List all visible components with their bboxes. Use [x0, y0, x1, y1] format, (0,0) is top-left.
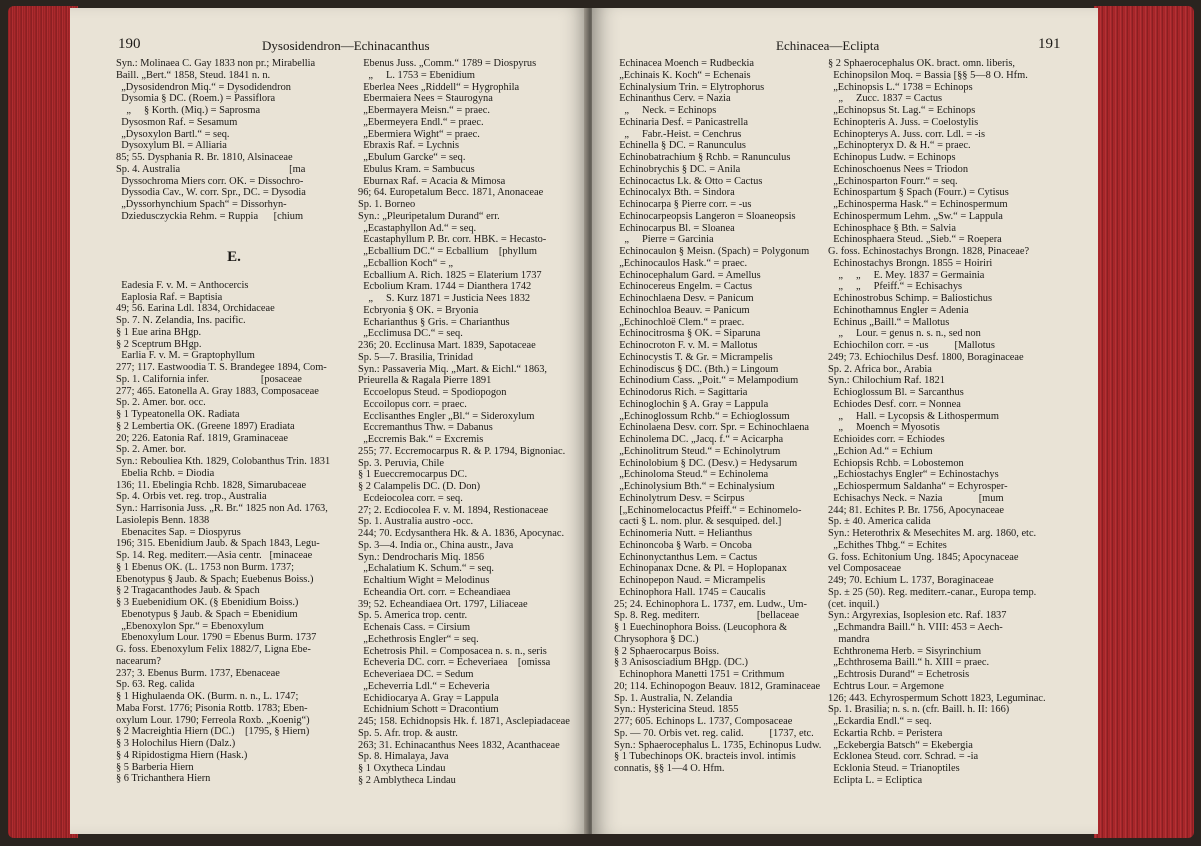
entry-line: „Ebulum Garcke“ = seq.	[358, 152, 466, 163]
entry-line: Sp. 1. Borneo	[358, 199, 416, 210]
entry-line: Echinomeria Nutt. = Helianthus	[614, 528, 753, 539]
entry-line: § 3 Anisosciadium BHgp. (DC.)	[614, 657, 748, 669]
entry-line: Echinoschoenus Nees = Triodon	[828, 163, 969, 175]
entry-line: 236; 20. Ecclinusa Mart. 1839, Sapotaceae	[358, 340, 536, 351]
entry-line: Sp. 8. Himalaya, Java	[358, 751, 449, 763]
entry-line: 96; 64. Europetalum Becc. 1871, Anonaceae	[358, 187, 544, 199]
entry-line: § 2 Sceptrum BHgp.	[116, 338, 202, 350]
entry-line: Echinodorus Rich. = Sagittaria	[614, 387, 748, 398]
entry-line: § 1 Eue arina BHgp.	[116, 326, 202, 338]
entry-line: 25; 24. Echinophora L. 1737, em. Ludw., Um-	[614, 598, 807, 610]
entry-line: Echiopsis Rchb. = Lobostemon	[828, 457, 964, 469]
entry-line: Syn.: Dendrocharis Miq. 1856	[358, 551, 485, 563]
entry-line: „Eccremis Bak.“ = Excremis	[358, 434, 484, 445]
entry-line: § 1 Ebenus OK. (L. 1753 non Burm. 1737;	[116, 561, 295, 573]
entry-line: Echinocitrosma § OK. = Siparuna	[614, 328, 761, 340]
entry-line: Earlia F. v. M. = Graptophyllum	[116, 350, 255, 362]
entry-line: „Echeverria Ldl.“ = Echeveria	[358, 680, 490, 692]
entry-line: Syn.: Chilochium Raf. 1821	[828, 375, 945, 387]
entry-line: Sp. 1. Australia, N. Zelandia	[614, 692, 733, 704]
entry-line: „Echiospermum Saldanha“ = Echyrosper-	[828, 481, 1008, 492]
entry-line: Echaltium Wight = Melodinus	[358, 575, 490, 586]
entry-line: „Echthrosema Baill.“ h. XIII = praec.	[828, 657, 990, 669]
entry-line: Echinopsilon Moq. = Bassia [§§ 5—8 O. Hfm.	[828, 69, 1028, 81]
entry-line: 245; 158. Echidnopsis Hk. f. 1871, Asclepiadaceae	[358, 716, 570, 727]
entry-line: Echioides corr. = Echiodes	[828, 434, 945, 445]
entry-line: Echinolaena Desv. corr. Spr. = Echinochlaena	[614, 422, 810, 434]
entry-line: Echinopus Ludw. = Echinops	[828, 152, 956, 163]
entry-line: „Echinolitrum Steud.“ = Echinolytrum	[614, 445, 781, 457]
entry-line: Ebelia Rchb. = Diodia	[116, 467, 215, 479]
entry-line: oxylum Lour. 1790; Ferreola Roxb. „Koenig“)	[116, 714, 310, 726]
entry-line: § 1 Tubechinops OK. bracteis invol. intimis	[614, 751, 796, 763]
entry-line: Dysosmon Raf. = Sesamum	[116, 116, 238, 128]
entry-line: Echinocarpeopsis Langeron = Sloaneopsis	[614, 210, 796, 222]
entry-line: Echiodes Desf. corr. = Nonnea	[828, 398, 961, 410]
entry-line: Echinus „Baill.“ = Mallotus	[828, 316, 950, 328]
entry-line: „Ecastaphyllon Ad.“ = seq.	[358, 222, 477, 234]
entry-line: „Eckardia Endl.“ = seq.	[828, 716, 932, 727]
entry-line: Echinochloa Beauv. = Panicum	[614, 304, 750, 316]
entry-line: § 2 Calampelis DC. (D. Don)	[358, 481, 481, 492]
entry-line: „Echinolysium Bth.“ = Echinalysium	[614, 481, 775, 492]
entry-line: 263; 31. Echinacanthus Nees 1832, Acanthaceae	[358, 739, 560, 751]
entry-line: „ Pierre = Garcinia	[614, 234, 714, 246]
entry-line: „Ebenoxylon Spr.“ = Ebenoxylum	[116, 620, 264, 632]
entry-line: „Ebermayera Meisn.“ = praec.	[358, 105, 490, 116]
entry-line: Syn.: „Pleuripetalum Durand“ err.	[358, 210, 500, 222]
entry-line: § 2 Tragacanthodes Jaub. & Spach	[116, 585, 260, 597]
entry-line: 196; 315. Ebenidium Jaub. & Spach 1843, Legu-	[116, 538, 320, 550]
entry-line: Echinopterys A. Juss. corr. Ldl. = -is	[828, 128, 986, 140]
entry-line: Echinocaulon § Meisn. (Spach) = Polygonum	[614, 246, 810, 257]
entry-line: (cet. inquil.)	[828, 598, 880, 610]
entry-line: Echidiocarya A. Gray = Lappula	[358, 692, 499, 704]
right-page-number: 191	[1038, 36, 1061, 52]
entry-line: Echeveriaea DC. = Sedum	[358, 669, 474, 680]
entry-line: Ecklonea Steud. corr. Schrad. = -ia	[828, 751, 979, 763]
entry-line: G. foss. Echinostachys Brongn. 1828, Pinaceae?	[828, 246, 1030, 257]
entry-line: Echinodiscus § DC. (Bth.) = Lingoum	[614, 363, 779, 375]
entry-line: Eccoelopus Steud. = Spodiopogon	[358, 387, 507, 398]
entry-line: „Dyssorhynchium Spach“ = Dissorhyn-	[116, 199, 287, 210]
entry-line: Eclipta L. = Ecliptica	[828, 774, 923, 786]
right-page	[592, 8, 1098, 834]
entry-line: Echinocactus Lk. & Otto = Cactus	[614, 175, 763, 187]
left-running-head: Dysosidendron—Echinacanthus	[262, 38, 430, 53]
entry-line: Echinosphaera Steud. „Sieb.“ = Roepera	[828, 234, 1002, 246]
entry-line: Echinopepon Naud. = Micrampelis	[614, 575, 766, 586]
entry-line: Echinacea Moench = Rudbeckia	[614, 58, 755, 69]
entry-line: Echinaria Desf. = Panicastrella	[614, 116, 748, 128]
entry-line: Ebenus Juss. „Comm.“ 1789 = Diospyrus	[358, 58, 537, 69]
entry-line: Maba Forst. 1776; Pisonia Rottb. 1783; Eben-	[116, 702, 308, 714]
entry-line: Echtrus Lour. = Argemone	[828, 680, 944, 692]
entry-line: „Echiostachys Engler“ = Echinostachys	[828, 469, 999, 481]
entry-line	[116, 234, 352, 246]
entry-line: § 2 Lembertia OK. (Greene 1897) Eradiata	[116, 420, 295, 432]
entry-line: 255; 77. Eccremocarpus R. & P. 1794, Bignoniac.	[358, 445, 566, 457]
left-column-1	[116, 58, 352, 785]
entry-line: Dysoxylum Bl. = Alliaria	[116, 140, 227, 152]
entry-line: Echiochilon corr. = -us [Mallotus	[828, 340, 995, 351]
entry-line: Dyssodia Cav., W. corr. Spr., DC. = Dysodia	[116, 187, 306, 199]
entry-line: 126; 443. Echyrospermum Schott 1823, Leguminac.	[828, 692, 1046, 704]
entry-line: Eberlea Nees „Riddell“ = Hygrophila	[358, 81, 520, 93]
entry-line: Echidnium Schott = Dracontium	[358, 704, 499, 716]
right-column-1	[614, 58, 850, 775]
entry-line: Baill. „Bert.“ 1858, Steud. 1841 n. n.	[116, 69, 271, 81]
entry-line: Echinocereus Engelm. = Cactus	[614, 281, 753, 293]
entry-line	[116, 268, 352, 280]
entry-line: Syn.: Heterothrix & Mesechites M. arg. 1860, etc.	[828, 528, 1037, 539]
entry-line: 49; 56. Earina Ldl. 1834, Orchidaceae	[116, 303, 275, 315]
entry-line: „Echithes Thbg.“ = Echites	[828, 539, 947, 551]
entry-line: 249; 73. Echiochilus Desf. 1800, Boraginaceae	[828, 351, 1024, 363]
entry-line: § 3 Euebenidium OK. (§ Ebenidium Boiss.)	[116, 597, 299, 608]
open-book	[8, 4, 1194, 840]
entry-line: § 3 Holochilus Hiern (Dalz.)	[116, 738, 236, 749]
entry-line: „Echtrosis Durand“ = Echetrosis	[828, 669, 970, 680]
entry-line: § 6 Trichanthera Hiern	[116, 773, 211, 785]
entry-line: Ecballium A. Rich. 1825 = Elaterium 1737	[358, 269, 542, 281]
entry-line: Sp. 4. Australia [ma	[116, 163, 306, 175]
entry-line: Ebenoxylum Lour. 1790 = Ebenus Burm. 1737	[116, 632, 317, 644]
entry-line: Echinocroton F. v. M. = Mallotus	[614, 340, 758, 351]
entry-line: Echthronema Herb. = Sisyrinchium	[828, 645, 982, 657]
entry-line: Echenais Cass. = Cirsium	[358, 622, 471, 633]
entry-line: Ebenotypus § Jaub. & Spach = Ebenidium	[116, 608, 298, 620]
entry-line: Ecclisanthes Engler „Bl.“ = Sideroxylum	[358, 410, 535, 422]
entry-line: [„Echinomelocactus Pfeiff.“ = Echinomelo-	[614, 504, 802, 516]
entry-line: Echinopanax Dcne. & Pl. = Hoplopanax	[614, 563, 787, 575]
entry-line: § 2 Sphaerocephalus OK. bract. omn. liberis,	[828, 58, 1015, 69]
entry-line: 277; 605. Echinops L. 1737, Composaceae	[614, 716, 793, 727]
entry-line: Echinopteris A. Juss. = Coelostylis	[828, 116, 979, 128]
entry-line: Lasiolepis Benn. 1838	[116, 514, 210, 526]
entry-line: Echinostrobus Schimp. = Baliostichus	[828, 293, 993, 304]
entry-line: Echinolema DC. „Jacq. f.“ = Acicarpha	[614, 434, 784, 445]
entry-line: Echinodium Cass. „Poit.“ = Melampodium	[614, 375, 799, 387]
entry-line: § 1 Typeatonella OK. Radiata	[116, 409, 240, 420]
entry-line: „Ecclimusa DC.“ = seq.	[358, 328, 463, 340]
entry-line: § 1 Highulaenda OK. (Burm. n. n., L. 1747;	[116, 691, 299, 702]
entry-line: Echinospermum Lehm. „Sw.“ = Lappula	[828, 210, 1003, 222]
entry-line: G. foss. Ebenoxylum Felix 1882/7, Ligna Ebe-	[116, 644, 311, 655]
entry-line: 136; 11. Ebelingia Rchb. 1828, Simarubaceae	[116, 479, 307, 491]
entry-line: „ L. 1753 = Ebenidium	[358, 69, 475, 81]
entry-line: Sp. 2. Amer. bor.	[116, 444, 187, 456]
entry-line: Sp. 1. Australia austro -occ.	[358, 516, 474, 528]
entry-line: Echeveria DC. corr. = Echeveriaea [omissa	[358, 657, 551, 669]
entry-line: Echinospartum § Spach (Fourr.) = Cytisus	[828, 187, 1009, 199]
entry-line: Echinolobium § DC. (Desv.) = Hedysarum	[614, 457, 798, 469]
entry-line: § 4 Ripidostigma Hiern (Hask.)	[116, 749, 248, 761]
entry-line: „Echalatium K. Schum.“ = seq.	[358, 563, 494, 575]
entry-line: Ecklonia Steud. = Trianoptiles	[828, 763, 960, 774]
entry-line: 277; 117. Eastwoodia T. S. Brandegee 1894, Com-	[116, 362, 327, 373]
entry-line: Echinosphace § Bth. = Salvia	[828, 222, 956, 234]
entry-line: „Ecballium DC.“ = Ecballium [phyllum	[358, 246, 537, 257]
entry-line: Eccremanthus Thw. = Dabanus	[358, 422, 493, 434]
entry-line: Echinophora Hall. 1745 = Caucalis	[614, 586, 766, 598]
entry-line: Echinonyctanthus Lem. = Cactus	[614, 551, 758, 563]
entry-line: § 1 Eueccremocarpus DC.	[358, 469, 468, 481]
entry-line: Sp. 2. Amer. bor. occ.	[116, 397, 206, 409]
entry-line: Echinochlaena Desv. = Panicum	[614, 293, 754, 304]
entry-line: Sp. 5. Afr. trop. & austr.	[358, 727, 458, 739]
entry-line: Sp. ± 25 (50). Reg. mediterr.-canar., Europa temp.	[828, 586, 1037, 598]
entry-line: „Dysoxylon Bartl.“ = seq.	[116, 128, 230, 140]
section-heading: E.	[227, 249, 241, 265]
entry-line: Prieurella & Ragala Pierre 1891	[358, 375, 492, 387]
entry-line: connatis, §§ 1—4 O. Hfm.	[614, 763, 725, 774]
entry-line: Ecastaphyllum P. Br. corr. HBK. = Hecasto-	[358, 234, 547, 246]
entry-line: § 1 Euechinophora Boiss. (Leucophora &	[614, 622, 788, 633]
entry-line: „Ebermeyera Endl.“ = praec.	[358, 116, 484, 128]
entry-line: Ebenacites Sap. = Diospyrus	[116, 526, 241, 538]
entry-line: Echinocephalum Gard. = Amellus	[614, 269, 761, 281]
entry-line: Syn.: Sphaerocephalus L. 1735, Echinopus Ludw.	[614, 739, 822, 751]
entry-line: vel Composaceae	[828, 563, 901, 575]
entry-line: 20; 226. Eatonia Raf. 1819, Graminaceae	[116, 432, 288, 444]
page-edges-right	[1094, 6, 1194, 838]
entry-line: „Echmandra Baill.“ h. VIII: 453 = Aech-	[828, 622, 1003, 633]
entry-line: Ebermaiera Nees = Staurogyna	[358, 93, 493, 105]
left-column-2	[358, 58, 588, 787]
entry-line: Echarianthus § Gris. = Charianthus	[358, 316, 510, 328]
entry-line: Eccoilopus corr. = praec.	[358, 398, 467, 410]
entry-line: Sp. 5—7. Brasilia, Trinidad	[358, 351, 473, 363]
entry-line: Sp. 1. California infer. [posaceae	[116, 373, 302, 385]
entry-line: Dyssochroma Miers corr. OK. = Dissochro-	[116, 175, 304, 187]
entry-line: Echinobrychis § DC. = Anila	[614, 163, 741, 175]
entry-line: „Echinocaulos Hask.“ = praec.	[614, 257, 748, 269]
entry-line: Echinoncoba § Warb. = Oncoba	[614, 539, 752, 551]
entry-line: „ Moench = Myosotis	[828, 422, 940, 434]
entry-line: „Echion Ad.“ = Echium	[828, 445, 933, 457]
entry-line: Sp. ± 40. America calida	[828, 516, 931, 528]
entry-line: „ Neck. = Echinops	[614, 105, 717, 116]
right-column-2	[828, 58, 1078, 787]
entry-line: 39; 52. Echeandiaea Ort. 1797, Liliaceae	[358, 598, 528, 610]
entry-line: Echinalysium Trin. = Elytrophorus	[614, 81, 765, 93]
entry-line: „Echinoglossum Rchb.“ = Echioglossum	[614, 410, 790, 422]
entry-line: § 2 Sphaerocarpus Boiss.	[614, 645, 720, 657]
entry-line: „Ebermiera Wight“ = praec.	[358, 128, 480, 140]
entry-line: Echetrosis Phil. = Composacea n. s. n., seris	[358, 645, 547, 657]
entry-line: „ § Korth. (Miq.) = Saprosma	[116, 105, 261, 116]
entry-line	[116, 223, 352, 235]
right-running-head: Echinacea—Eclipta	[776, 38, 880, 53]
entry-line: § 2 Amblytheca Lindau	[358, 774, 456, 786]
entry-line: Syn.: Rebouliea Kth. 1829, Colobanthus Trin. 1831	[116, 456, 331, 467]
entry-line: „Echethrosis Engler“ = seq.	[358, 633, 479, 645]
entry-line: „ S. Kurz 1871 = Justicia Nees 1832	[358, 293, 531, 304]
entry-line: Chrysophora § DC.)	[614, 633, 699, 645]
entry-line: Sp. 8. Reg. mediterr. [bellaceae	[614, 610, 799, 622]
entry-line: G. foss. Echitonium Ung. 1845; Apocynaceae	[828, 551, 1019, 563]
entry-line: Sp. 7. N. Zelandia, Ins. pacific.	[116, 315, 246, 326]
entry-line: Echinanthus Cerv. = Nazia	[614, 93, 731, 105]
entry-line: Echinolytrum Desv. = Scirpus	[614, 492, 745, 504]
entry-line: Dysomia § DC. (Roem.) = Passiflora	[116, 93, 276, 105]
entry-line: Sp. 3. Peruvia, Chile	[358, 457, 445, 469]
entry-line: Sp. 3—4. India or., China austr., Java	[358, 539, 514, 551]
entry-line: Syn.: Harrisonia Juss. „R. Br.“ 1825 non Ad. 1763,	[116, 503, 328, 514]
entry-line: Ebulus Kram. = Sambucus	[358, 163, 475, 175]
entry-line: „Echinopteryx D. & H.“ = praec.	[828, 140, 971, 152]
entry-line: § 5 Barberia Hiern	[116, 761, 194, 773]
entry-line: „Ecballion Koch“ = „	[358, 257, 454, 269]
entry-line: Echinocarpus Bl. = Sloanea	[614, 222, 735, 234]
entry-line: 85; 55. Dysphania R. Br. 1810, Alsinaceae	[116, 152, 293, 163]
entry-line: Echinocystis T. & Gr. = Micrampelis	[614, 351, 773, 363]
entry-line: Sp. 2. Africa bor., Arabia	[828, 363, 932, 375]
entry-line: Echinoglochin § A. Gray = Lappula	[614, 398, 769, 410]
entry-line: cacti § L. nom. plur. & sesquiped. del.]	[614, 516, 782, 528]
left-page	[70, 8, 588, 834]
entry-line: „ „ Pfeiff.“ = Echisachys	[828, 281, 963, 293]
entry-line: 249; 70. Echium L. 1737, Boraginaceae	[828, 575, 994, 586]
entry-line: nacearum?	[116, 655, 161, 667]
entry-line: Syn.: Argyrexias, Isoplesion etc. Raf. 1837	[828, 610, 1007, 622]
entry-line: „ Zucc. 1837 = Cactus	[828, 93, 943, 105]
entry-line: Ebenotypus § Jaub. & Spach; Euebenus Boiss.)	[116, 573, 314, 585]
entry-line: Ecbryonia § OK. = Bryonia	[358, 304, 479, 316]
entry-line: 244; 81. Echites P. Br. 1756, Apocynaceae	[828, 504, 1005, 516]
entry-line: 20; 114. Echinopogon Beauv. 1812, Graminaceae	[614, 680, 821, 692]
entry-line: Eaplosia Raf. = Baptisia	[116, 291, 223, 303]
entry-line: „Echinoloma Steud.“ = Echinolema	[614, 469, 769, 481]
entry-line: Ecdeiocolea corr. = seq.	[358, 492, 463, 504]
entry-line: Echinobatrachium § Rchb. = Ranunculus	[614, 152, 791, 163]
entry-line: Sp. 1. Brasilia; n. s. n. (cfr. Baill. h. II: 166)	[828, 704, 1010, 716]
entry-line: „Echinosperma Hask.“ = Echinospermum	[828, 199, 1008, 210]
entry-line: Echinothamnus Engler = Adenia	[828, 304, 969, 316]
entry-line: Echioglossum Bl. = Sarcanthus	[828, 387, 964, 398]
entry-line: Syn.: Passaveria Miq. „Mart. & Eichl.“ 1863,	[358, 363, 548, 375]
entry-line: 244; 70. Ecdysanthera Hk. & A. 1836, Apocynac.	[358, 528, 565, 539]
entry-line: Syn.: Molinaea C. Gay 1833 non pr.; Mirabellia	[116, 58, 316, 69]
entry-line: § 2 Macreightia Hiern (DC.) [1795, § Hiern)	[116, 726, 310, 738]
entry-line: „ Fabr.-Heist. = Cenchrus	[614, 128, 742, 140]
entry-line: Eckartia Rchb. = Peristera	[828, 727, 943, 739]
entry-line: Ebraxis Raf. = Lychnis	[358, 140, 460, 152]
entry-line: mandra	[828, 633, 870, 645]
entry-line: „Echinopsis L.“ 1738 = Echinops	[828, 81, 973, 93]
entry-line: Dziedusczyckia Rehm. = Ruppia [chium	[116, 210, 304, 222]
entry-line: Echinostachys Brongn. 1855 = Hoiriri	[828, 257, 993, 269]
entry-line: Echinella § DC. = Ranunculus	[614, 140, 746, 152]
entry-line: „Eckebergia Batsch“ = Ekebergia	[828, 739, 973, 751]
entry-line: Echeandia Ort. corr. = Echeandiaea	[358, 586, 511, 598]
entry-line: Sp. 4. Orbis vet. reg. trop., Australia	[116, 491, 267, 503]
entry-line: Echisachys Neck. = Nazia [mum	[828, 492, 1004, 504]
left-page-number: 190	[118, 36, 141, 52]
entry-line: 277; 465. Eatonella A. Gray 1883, Composaceae	[116, 385, 319, 397]
entry-line: Syn.: Hystericina Steud. 1855	[614, 704, 739, 716]
entry-line: Sp. 63. Reg. calida	[116, 679, 195, 691]
entry-line: „Echinochloë Clem.“ = praec.	[614, 316, 745, 328]
page-edges-left	[8, 6, 78, 838]
entry-line: Echinocalyx Bth. = Sindora	[614, 187, 735, 199]
entry-line: Ecbolium Kram. 1744 = Dianthera 1742	[358, 281, 532, 293]
entry-line: 237; 3. Ebenus Burm. 1737, Ebenaceae	[116, 667, 280, 679]
entry-line: „Dysosidendron Miq.“ = Dysodidendron	[116, 81, 291, 93]
entry-line: Echinophora Manetti 1751 = Crithmum	[614, 669, 785, 680]
entry-line: „ „ E. Mey. 1837 = Germainia	[828, 269, 985, 281]
entry-line: „Echinais K. Koch“ = Echenais	[614, 69, 751, 81]
entry-line: „ Lour. = genus n. s. n., sed non	[828, 328, 981, 340]
entry-line: 27; 2. Ecdiocolea F. v. M. 1894, Restionaceae	[358, 504, 549, 516]
entry-line: § 1 Oxytheca Lindau	[358, 763, 446, 774]
entry-line: „Echinosparton Fourr.“ = seq.	[828, 175, 958, 187]
entry-line: Eburnax Raf. = Acacia & Mimosa	[358, 175, 506, 187]
entry-line: Sp. 5. America trop. centr.	[358, 610, 468, 622]
entry-line: „ Hall. = Lycopsis & Lithospermum	[828, 410, 999, 422]
entry-line: Echinocarpa § Pierre corr. = -us	[614, 199, 752, 210]
entry-line: „Echinopsus St. Lag.“ = Echinops	[828, 105, 976, 116]
entry-line: Sp. 14. Reg. mediterr.—Asia centr. [minaceae	[116, 550, 313, 561]
entry-line: Sp. — 70. Orbis vet. reg. calid. [1737, etc.	[614, 727, 814, 739]
entry-line: Eadesia F. v. M. = Anthocercis	[116, 279, 249, 291]
